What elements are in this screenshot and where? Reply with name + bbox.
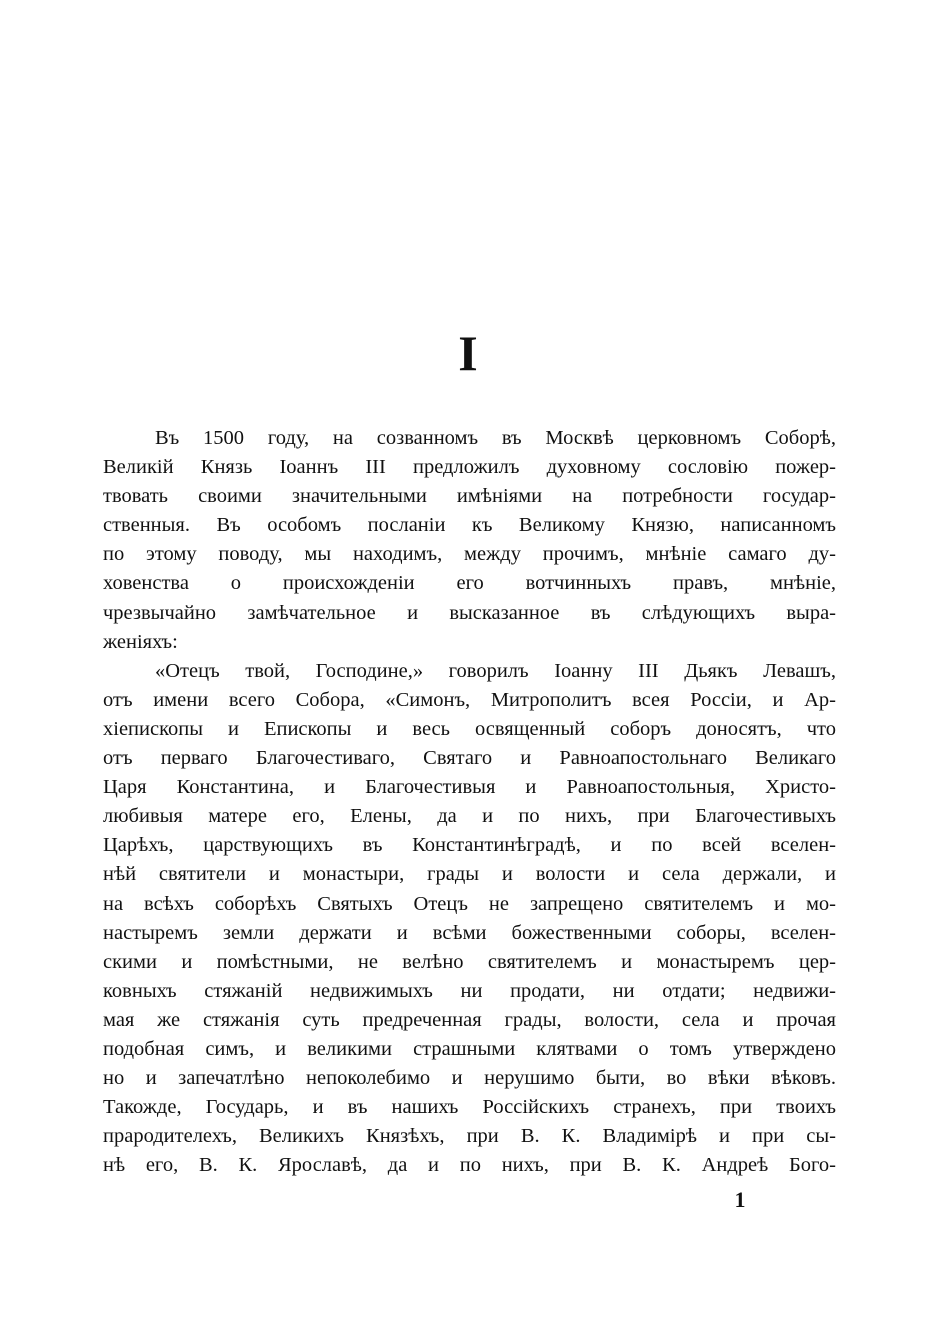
chapter-number: I xyxy=(458,325,478,381)
text-line: отъ перваго Благочестиваго, Святаго и Равноапостольнаго Великаго xyxy=(103,747,836,770)
text-line: твовать своими значительными имѣніями на потребности государ- xyxy=(103,485,836,508)
text-line: чрезвычайно замѣчательное и высказанное въ слѣдующихъ выра- xyxy=(103,601,836,624)
text-line: мая же стяжанія суть предреченная грады, волости, села и прочая xyxy=(103,1008,836,1031)
page-number: 1 xyxy=(734,1187,746,1212)
text-line: скими и помѣстными, не велѣно святителемъ и монастыремъ цер- xyxy=(103,950,836,973)
text-line: ковныхъ стяжаній недвижимыхъ ни продати, ни отдати; недвижи- xyxy=(103,979,836,1002)
text-line: Великій Князь Іоаннъ III предложилъ духовному сословію пожер- xyxy=(103,456,836,479)
text-line: ственныя. Въ особомъ посланіи къ Великому Князю, написанномъ xyxy=(103,514,836,537)
body-text xyxy=(103,424,836,1180)
paragraph-2 xyxy=(103,657,836,1181)
text-line: на всѣхъ соборѣхъ Святыхъ Отецъ не запрещено святителемъ и мо- xyxy=(103,892,836,915)
text-line: Царя Константина, и Благочестивыя и Равноапостольныя, Христо- xyxy=(103,776,836,799)
text-line: настыремъ земли держати и всѣми божественными соборы, вселен- xyxy=(103,921,836,944)
paragraph-1 xyxy=(103,424,836,657)
text-line: нѣ его, В. К. Ярославѣ, да и по нихъ, при В. К. Андреѣ Бого- xyxy=(103,1154,836,1177)
text-line: прародителехъ, Великихъ Князѣхъ, при В. К. Владимірѣ и при сы- xyxy=(103,1125,836,1148)
text-line: любивыя матере его, Елены, да и по нихъ, при Благочестивыхъ xyxy=(103,805,836,828)
text-line: нѣй святители и монастыри, грады и волости и села держали, и xyxy=(103,863,836,886)
text-line: Царѣхъ, царствующихъ въ Константинѣградѣ, и по всей вселен- xyxy=(103,834,836,857)
text-line: хіепископы и Епископы и весь освященный соборъ доносятъ, что xyxy=(103,717,836,740)
text-line: но и запечатлѣно непоколебимо и нерушимо быти, во вѣки вѣковъ. xyxy=(103,1067,836,1090)
text-line: Въ 1500 году, на созванномъ въ Москвѣ церковномъ Соборѣ, xyxy=(155,427,836,449)
text-line: Такожде, Государь, и въ нашихъ Россійскихъ странехъ, при твоихъ xyxy=(103,1096,836,1119)
text-line: «Отецъ твой, Господине,» говорилъ Іоанну III Дьякъ Левашъ, xyxy=(155,659,836,682)
text-line: по этому поводу, мы находимъ, между прочимъ, мнѣніе самаго ду- xyxy=(103,543,836,566)
text-line: отъ имени всего Собора, «Симонъ, Митрополитъ всея Россіи, и Ар- xyxy=(103,688,836,711)
text-line: женіяхъ: xyxy=(103,630,178,653)
text-line: ховенства о происхожденіи его вотчинныхъ правъ, мнѣніе, xyxy=(103,572,836,595)
text-line: подобная симъ, и великими страшными клятвами о томъ утверждено xyxy=(103,1037,836,1060)
